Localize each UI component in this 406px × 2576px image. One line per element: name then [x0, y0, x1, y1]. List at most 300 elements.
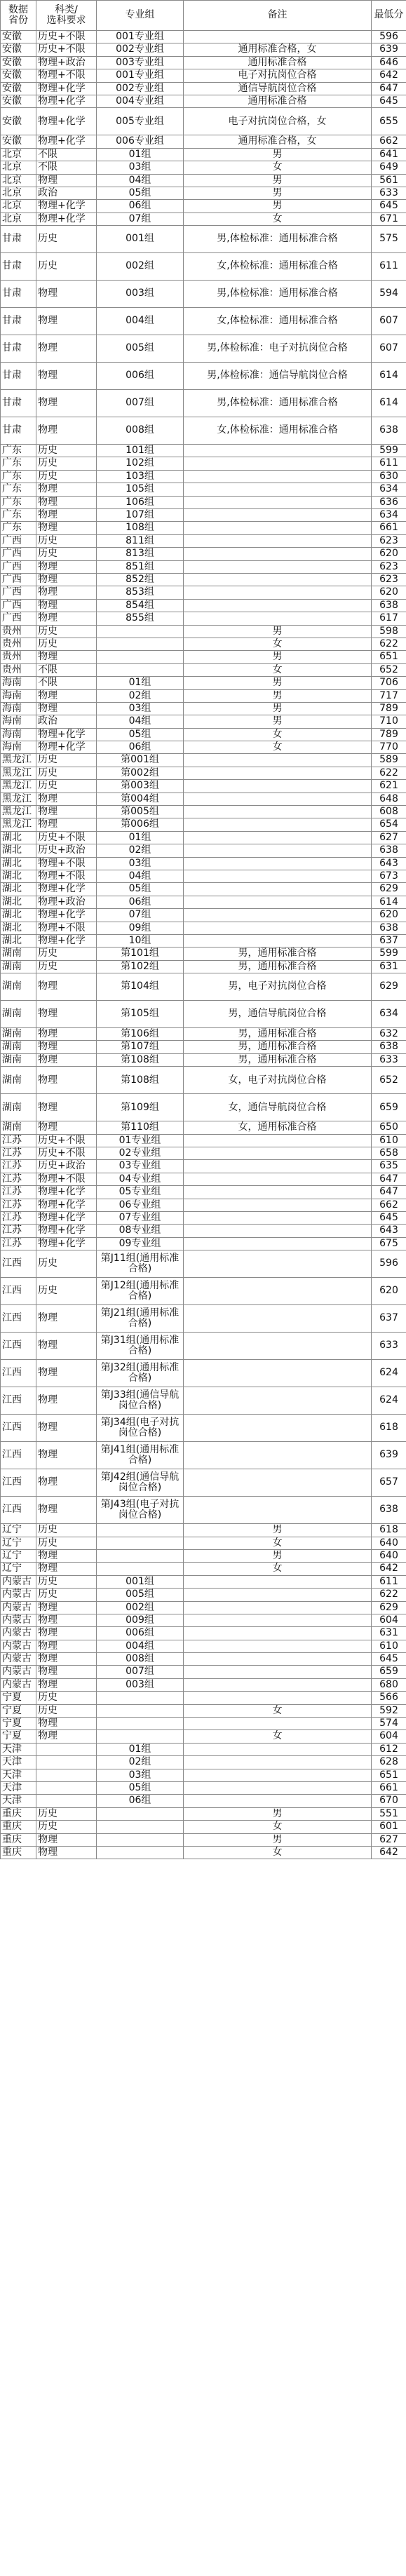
score-cell: 608	[372, 806, 406, 818]
table-row	[1, 1833, 406, 1846]
score-cell: 710	[372, 715, 406, 728]
note-cell	[184, 1278, 372, 1305]
table-row	[1, 174, 406, 187]
subject-cell: 历史	[36, 534, 97, 547]
subject-cell	[36, 1781, 97, 1794]
note-cell	[184, 780, 372, 793]
note-cell	[184, 1666, 372, 1678]
score-cell: 620	[372, 548, 406, 560]
note-cell	[184, 1640, 372, 1652]
score-cell: 638	[372, 417, 406, 445]
province-cell: 江西	[1, 1250, 36, 1278]
table-row	[1, 1199, 406, 1211]
table-row	[1, 1678, 406, 1691]
note-cell	[184, 1614, 372, 1626]
group-cell: 04专业组	[97, 1173, 184, 1185]
province-cell: 宁夏	[1, 1704, 36, 1717]
province-cell: 黑龙江	[1, 818, 36, 831]
score-cell: 670	[372, 1795, 406, 1807]
province-cell: 广东	[1, 496, 36, 508]
table-row	[1, 213, 406, 225]
province-cell: 安徽	[1, 31, 36, 43]
table-row	[1, 1469, 406, 1497]
subject-cell: 历史	[36, 445, 97, 457]
table-row	[1, 1575, 406, 1588]
subject-cell: 历史+政治	[36, 844, 97, 857]
subject-cell: 物理	[36, 335, 97, 363]
province-cell: 广西	[1, 560, 36, 573]
score-cell: 610	[372, 1640, 406, 1652]
table-row	[1, 818, 406, 831]
province-cell: 湖南	[1, 1028, 36, 1041]
table-row	[1, 31, 406, 43]
note-cell	[184, 1469, 372, 1497]
table-row	[1, 870, 406, 882]
province-cell: 甘肃	[1, 253, 36, 281]
province-cell: 广东	[1, 445, 36, 457]
subject-cell: 物理	[36, 1442, 97, 1469]
province-cell: 湖北	[1, 844, 36, 857]
province-cell: 广西	[1, 599, 36, 612]
province-cell: 安徽	[1, 108, 36, 135]
note-cell	[184, 1718, 372, 1730]
note-cell: 男,体检标准：通用标准合格	[184, 226, 372, 253]
subject-cell: 历史+不限	[36, 31, 97, 43]
group-cell	[97, 1833, 184, 1846]
score-cell: 636	[372, 496, 406, 508]
group-cell: 07组	[97, 213, 184, 225]
group-cell: 05专业组	[97, 1186, 184, 1199]
table-row	[1, 1173, 406, 1185]
subject-cell: 物理+化学	[36, 95, 97, 107]
note-cell: 女，电子对抗岗位合格	[184, 1067, 372, 1094]
table-row	[1, 522, 406, 534]
subject-cell: 物理+化学	[36, 1186, 97, 1199]
group-cell: 001组	[97, 226, 184, 253]
subject-cell: 物理	[36, 793, 97, 805]
group-cell: 853组	[97, 586, 184, 599]
note-cell	[184, 1769, 372, 1781]
group-cell: 第J21组(通用标准合格)	[97, 1305, 184, 1333]
group-cell: 05组	[97, 883, 184, 896]
group-cell: 854组	[97, 599, 184, 612]
score-cell: 637	[372, 934, 406, 947]
province-cell: 湖北	[1, 831, 36, 844]
province-cell: 湖南	[1, 1121, 36, 1134]
table-row	[1, 445, 406, 457]
table-row	[1, 363, 406, 390]
subject-cell	[36, 1769, 97, 1781]
note-cell	[184, 1305, 372, 1333]
score-cell: 642	[372, 1846, 406, 1859]
table-row	[1, 1781, 406, 1794]
group-cell: 001专业组	[97, 31, 184, 43]
subject-cell: 历史	[36, 638, 97, 650]
subject-cell: 物理+不限	[36, 69, 97, 82]
note-cell	[184, 844, 372, 857]
province-cell: 湖南	[1, 1053, 36, 1066]
table-row	[1, 1756, 406, 1769]
province-cell: 辽宁	[1, 1563, 36, 1575]
group-cell: 811组	[97, 534, 184, 547]
province-cell: 内蒙古	[1, 1653, 36, 1666]
subject-cell: 历史	[36, 948, 97, 960]
group-cell: 01组	[97, 831, 184, 844]
note-cell	[184, 1415, 372, 1442]
score-cell: 631	[372, 1627, 406, 1640]
score-cell: 661	[372, 522, 406, 534]
group-cell: 002组	[97, 253, 184, 281]
table-row	[1, 1537, 406, 1549]
group-cell: 03组	[97, 857, 184, 870]
group-cell: 04组	[97, 870, 184, 882]
score-cell: 620	[372, 586, 406, 599]
note-cell: 女，通信导航岗位合格	[184, 1094, 372, 1121]
note-cell	[184, 1147, 372, 1160]
province-cell: 江西	[1, 1305, 36, 1333]
province-cell: 湖南	[1, 1041, 36, 1053]
note-cell: 女	[184, 213, 372, 225]
note-cell: 男,体检标准：电子对抗岗位合格	[184, 335, 372, 363]
subject-cell: 物理+化学	[36, 1199, 97, 1211]
table-row	[1, 56, 406, 69]
province-cell: 内蒙古	[1, 1575, 36, 1588]
subject-cell: 物理	[36, 1627, 97, 1640]
province-cell: 湖北	[1, 909, 36, 922]
note-cell	[184, 1692, 372, 1704]
score-cell: 622	[372, 638, 406, 650]
group-cell: 002专业组	[97, 82, 184, 95]
note-cell	[184, 767, 372, 779]
group-cell: 04组	[97, 715, 184, 728]
score-cell: 789	[372, 702, 406, 715]
province-cell: 海南	[1, 677, 36, 689]
subject-cell: 历史	[36, 1821, 97, 1833]
score-cell: 630	[372, 470, 406, 483]
province-cell: 湖南	[1, 960, 36, 973]
province-cell: 江苏	[1, 1134, 36, 1147]
score-cell: 651	[372, 1769, 406, 1781]
score-cell: 634	[372, 509, 406, 522]
score-cell: 655	[372, 108, 406, 135]
header-row	[1, 1, 406, 31]
province-cell: 江苏	[1, 1225, 36, 1237]
table-row	[1, 1549, 406, 1562]
table-row	[1, 390, 406, 417]
group-cell: 07专业组	[97, 1212, 184, 1225]
score-cell: 627	[372, 1833, 406, 1846]
group-cell: 第006组	[97, 818, 184, 831]
table-row	[1, 1028, 406, 1041]
province-cell: 甘肃	[1, 390, 36, 417]
table-row	[1, 896, 406, 908]
header-group: 专业组	[97, 1, 184, 31]
score-cell: 632	[372, 1028, 406, 1041]
group-cell: 第J41组(通用标准合格)	[97, 1442, 184, 1469]
note-cell: 女,体检标准：通用标准合格	[184, 253, 372, 281]
province-cell: 辽宁	[1, 1549, 36, 1562]
score-cell: 621	[372, 780, 406, 793]
note-cell	[184, 1653, 372, 1666]
subject-cell: 物理	[36, 281, 97, 308]
note-cell: 男，通用标准合格	[184, 1028, 372, 1041]
group-cell: 08专业组	[97, 1225, 184, 1237]
note-cell: 男	[184, 1833, 372, 1846]
note-cell: 通信导航岗位合格	[184, 82, 372, 95]
table-row	[1, 496, 406, 508]
group-cell: 005组	[97, 335, 184, 363]
group-cell	[97, 1821, 184, 1833]
table-row	[1, 883, 406, 896]
group-cell: 006组	[97, 1627, 184, 1640]
table-row	[1, 728, 406, 741]
subject-cell: 物理	[36, 973, 97, 1001]
subject-cell: 物理+化学	[36, 135, 97, 148]
table-row	[1, 509, 406, 522]
subject-cell: 历史+政治	[36, 1160, 97, 1173]
table-row	[1, 663, 406, 676]
group-cell: 107组	[97, 509, 184, 522]
province-cell: 江苏	[1, 1173, 36, 1185]
group-cell	[97, 1537, 184, 1549]
province-cell: 内蒙古	[1, 1614, 36, 1626]
note-cell	[184, 470, 372, 483]
subject-cell: 不限	[36, 663, 97, 676]
note-cell: 男	[184, 148, 372, 161]
table-row	[1, 548, 406, 560]
note-cell	[184, 1627, 372, 1640]
subject-cell: 不限	[36, 161, 97, 174]
score-cell: 659	[372, 1094, 406, 1121]
subject-cell: 历史	[36, 253, 97, 281]
score-cell: 601	[372, 1821, 406, 1833]
subject-cell: 政治	[36, 187, 97, 199]
score-cell: 592	[372, 1704, 406, 1717]
subject-cell: 物理	[36, 1415, 97, 1442]
score-cell: 671	[372, 213, 406, 225]
table-row	[1, 1442, 406, 1469]
subject-cell	[36, 1743, 97, 1755]
group-cell: 第104组	[97, 973, 184, 1001]
header-subject-line: 科类/	[55, 4, 78, 15]
group-cell: 第J12组(通用标准合格)	[97, 1278, 184, 1305]
table-row	[1, 1627, 406, 1640]
subject-cell: 不限	[36, 148, 97, 161]
group-cell	[97, 1846, 184, 1859]
note-cell: 男,体检标准：通用标准合格	[184, 281, 372, 308]
province-cell: 安徽	[1, 69, 36, 82]
score-cell: 620	[372, 909, 406, 922]
score-cell: 599	[372, 948, 406, 960]
score-cell: 611	[372, 253, 406, 281]
table-row	[1, 135, 406, 148]
province-cell: 内蒙古	[1, 1678, 36, 1691]
group-cell	[97, 1563, 184, 1575]
table-row	[1, 1160, 406, 1173]
table-row	[1, 599, 406, 612]
group-cell: 第105组	[97, 1001, 184, 1028]
note-cell	[184, 1795, 372, 1807]
note-cell	[184, 483, 372, 496]
table-row	[1, 1147, 406, 1160]
subject-cell: 物理+不限	[36, 870, 97, 882]
group-cell: 02专业组	[97, 1147, 184, 1160]
note-cell: 男	[184, 677, 372, 689]
subject-cell: 物理	[36, 1718, 97, 1730]
note-cell	[184, 831, 372, 844]
table-row	[1, 82, 406, 95]
subject-cell: 物理	[36, 1028, 97, 1041]
note-cell: 女	[184, 638, 372, 650]
table-row	[1, 780, 406, 793]
note-cell	[184, 599, 372, 612]
table-row	[1, 161, 406, 174]
subject-cell: 不限	[36, 677, 97, 689]
note-cell: 男	[184, 651, 372, 663]
province-cell: 江西	[1, 1387, 36, 1415]
group-cell: 003组	[97, 1678, 184, 1691]
province-cell: 广西	[1, 573, 36, 586]
table-row	[1, 1743, 406, 1755]
group-cell: 006组	[97, 363, 184, 390]
group-cell: 01专业组	[97, 1134, 184, 1147]
note-cell: 男，通信导航岗位合格	[184, 1001, 372, 1028]
note-cell	[184, 793, 372, 805]
table-header	[1, 1, 406, 31]
score-cell: 645	[372, 1653, 406, 1666]
note-cell	[184, 1250, 372, 1278]
note-cell: 女	[184, 1537, 372, 1549]
subject-cell: 物理	[36, 1653, 97, 1666]
note-cell: 通用标准合格，女	[184, 43, 372, 56]
table-row	[1, 1795, 406, 1807]
province-cell: 天津	[1, 1795, 36, 1807]
note-cell: 男，通用标准合格	[184, 960, 372, 973]
table-row	[1, 1589, 406, 1601]
note-cell: 男	[184, 689, 372, 702]
province-cell: 广东	[1, 522, 36, 534]
score-cell: 638	[372, 1497, 406, 1524]
note-cell: 通用标准合格	[184, 56, 372, 69]
group-cell: 03组	[97, 1769, 184, 1781]
score-cell: 661	[372, 1781, 406, 1794]
subject-cell: 物理	[36, 702, 97, 715]
group-cell: 01组	[97, 1743, 184, 1755]
score-cell: 647	[372, 1186, 406, 1199]
note-cell: 女	[184, 1704, 372, 1717]
score-cell: 561	[372, 174, 406, 187]
subject-cell: 物理	[36, 818, 97, 831]
table-row	[1, 909, 406, 922]
score-cell: 607	[372, 308, 406, 335]
subject-cell: 物理+化学	[36, 108, 97, 135]
table-row	[1, 69, 406, 82]
province-cell: 重庆	[1, 1821, 36, 1833]
group-cell: 106组	[97, 496, 184, 508]
province-cell: 安徽	[1, 82, 36, 95]
score-cell: 770	[372, 741, 406, 754]
note-cell: 女，通用标准合格	[184, 1121, 372, 1134]
table-row	[1, 793, 406, 805]
subject-cell: 物理+化学	[36, 728, 97, 741]
score-cell: 623	[372, 560, 406, 573]
note-cell	[184, 1360, 372, 1387]
table-row	[1, 108, 406, 135]
province-cell: 宁夏	[1, 1730, 36, 1743]
subject-cell: 历史	[36, 767, 97, 779]
score-cell: 614	[372, 363, 406, 390]
note-cell	[184, 560, 372, 573]
score-cell: 624	[372, 1387, 406, 1415]
subject-cell: 物理	[36, 1041, 97, 1053]
group-cell: 008组	[97, 1653, 184, 1666]
subject-cell: 历史	[36, 470, 97, 483]
subject-cell: 物理	[36, 1053, 97, 1066]
score-cell: 647	[372, 1173, 406, 1185]
table-row	[1, 831, 406, 844]
subject-cell: 物理+化学	[36, 200, 97, 213]
subject-cell: 物理+政治	[36, 896, 97, 908]
note-cell: 男，通用标准合格	[184, 1041, 372, 1053]
score-cell: 599	[372, 445, 406, 457]
group-cell	[97, 663, 184, 676]
group-cell: 108组	[97, 522, 184, 534]
note-cell	[184, 1199, 372, 1211]
subject-cell: 历史	[36, 457, 97, 470]
group-cell: 02组	[97, 689, 184, 702]
subject-cell: 物理+化学	[36, 883, 97, 896]
score-cell: 631	[372, 960, 406, 973]
subject-cell: 物理+化学	[36, 909, 97, 922]
group-cell: 第101组	[97, 948, 184, 960]
province-cell: 广东	[1, 509, 36, 522]
group-cell: 005专业组	[97, 108, 184, 135]
note-cell	[184, 612, 372, 625]
note-cell	[184, 1134, 372, 1147]
subject-cell: 物理+化学	[36, 741, 97, 754]
province-cell: 湖北	[1, 922, 36, 934]
province-cell: 重庆	[1, 1846, 36, 1859]
table-row	[1, 1387, 406, 1415]
score-cell: 638	[372, 599, 406, 612]
score-cell: 634	[372, 483, 406, 496]
score-cell: 628	[372, 1756, 406, 1769]
group-cell: 06组	[97, 896, 184, 908]
group-cell: 813组	[97, 548, 184, 560]
score-cell: 638	[372, 1041, 406, 1053]
score-cell: 633	[372, 1333, 406, 1360]
table-row	[1, 689, 406, 702]
province-cell: 江西	[1, 1415, 36, 1442]
subject-cell: 物理+政治	[36, 56, 97, 69]
score-cell: 649	[372, 161, 406, 174]
group-cell: 01组	[97, 677, 184, 689]
note-cell	[184, 1225, 372, 1237]
note-cell: 女	[184, 1730, 372, 1743]
group-cell: 005组	[97, 1589, 184, 1601]
subject-cell: 历史	[36, 1575, 97, 1588]
table-row	[1, 457, 406, 470]
subject-cell: 历史	[36, 1692, 97, 1704]
score-cell: 654	[372, 818, 406, 831]
table-row	[1, 1053, 406, 1066]
group-cell	[97, 1704, 184, 1717]
group-cell: 第102组	[97, 960, 184, 973]
table-row	[1, 1718, 406, 1730]
table-row	[1, 1769, 406, 1781]
note-cell: 男	[184, 702, 372, 715]
table-row	[1, 253, 406, 281]
